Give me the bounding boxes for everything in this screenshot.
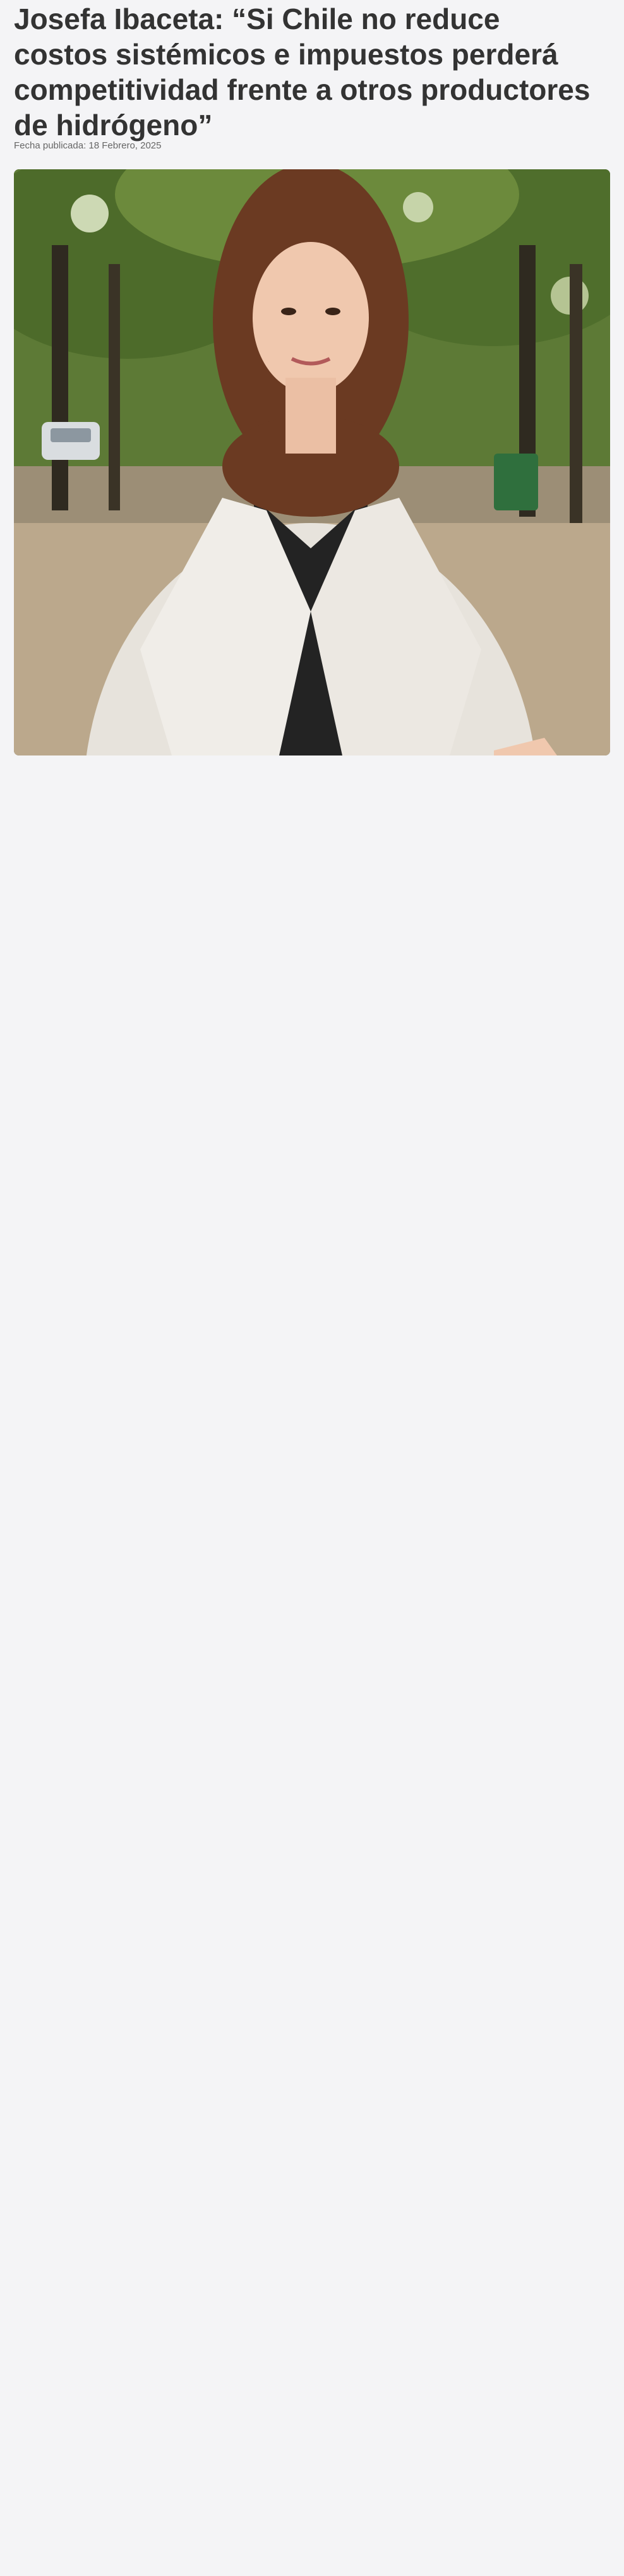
publish-date: Fecha publicada: 18 Febrero, 2025 — [14, 140, 162, 151]
article-title: Josefa Ibaceta: “Si Chile no reduce costos sistémicos e impuestos perderá competitividad frente a otros productores de hidrógeno” — [14, 3, 591, 141]
article-photo — [14, 169, 610, 755]
portrait-illustration — [14, 169, 610, 755]
